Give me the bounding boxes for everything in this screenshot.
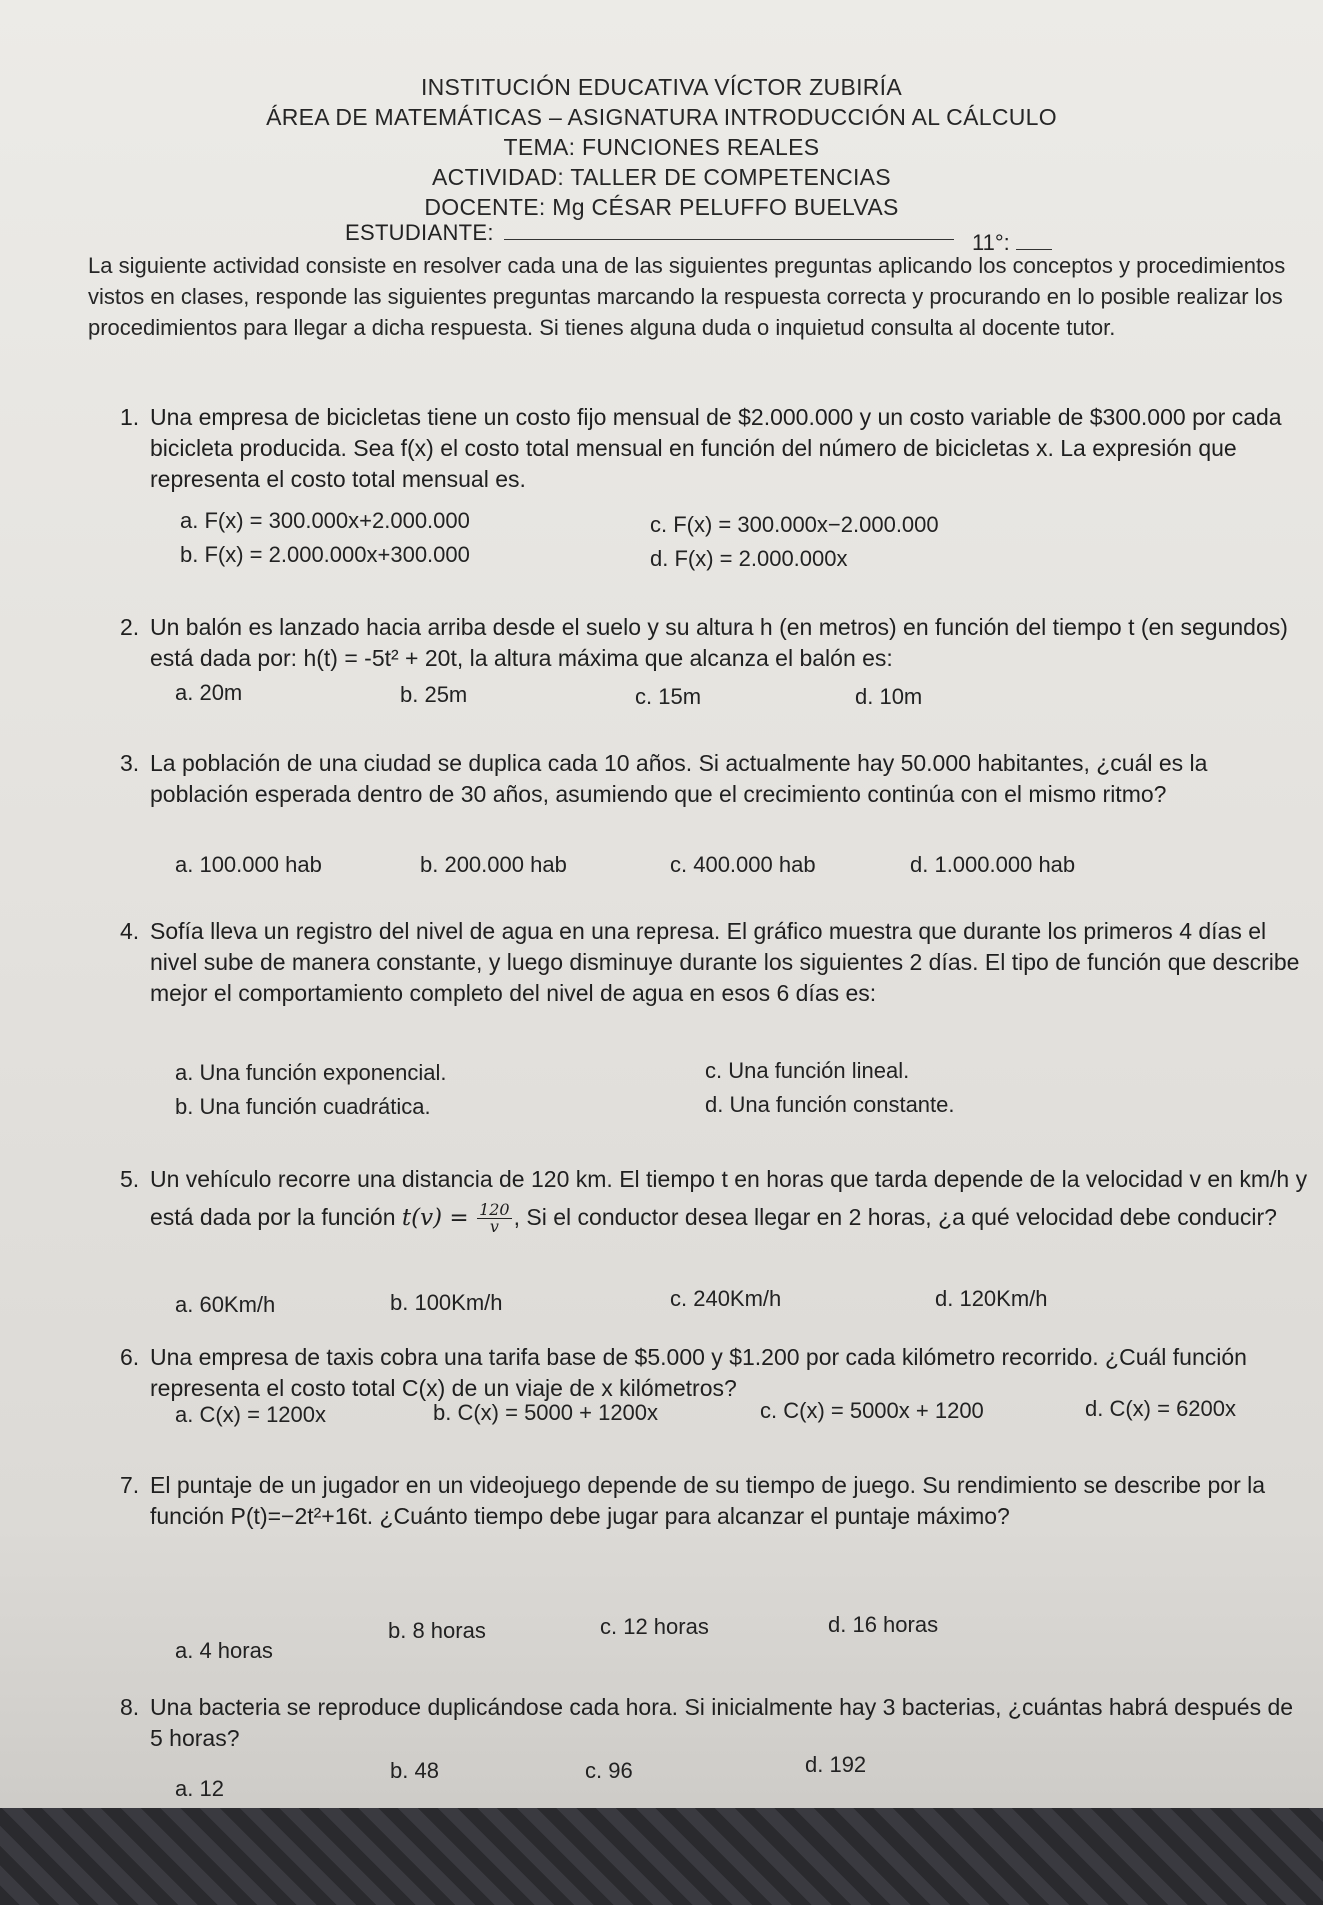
question-text: Una empresa de bicicletas tiene un costo fijo mensual de $2.000.000 y un costo variable de $300.000 por cada bicicleta producida. Sea f(x) el costo total mensual en función del número de bicicletas x. La expresión que representa el costo total mensual es. [150,404,1282,492]
institution-name: INSTITUCIÓN EDUCATIVA VÍCTOR ZUBIRÍA [420,74,903,100]
option-4b[interactable]: b. Una función cuadrática. [175,1094,431,1119]
question-number: 6. [120,1344,140,1370]
student-field[interactable] [345,220,954,246]
document-header [0,72,1323,222]
option-1d[interactable]: d. F(x) = 2.000.000x [650,546,848,571]
option-2b[interactable]: b. 25m [400,682,468,707]
student-label: ESTUDIANTE: [345,220,494,245]
option-6c[interactable]: c. C(x) = 5000x + 1200 [760,1398,984,1423]
option-1a[interactable]: a. F(x) = 300.000x+2.000.000 [180,508,470,533]
formula-denominator: v [489,1217,499,1237]
option-3b[interactable]: b. 200.000 hab [420,852,567,877]
option-1c[interactable]: c. F(x) = 300.000x−2.000.000 [650,512,939,537]
question-text: La población de una ciudad se duplica cada 10 años. Si actualmente hay 50.000 habitantes, ¿cuál es la población esperada dentro de 30 años, asumiendo que el crecimiento continúa con el mismo ritmo? [150,750,1208,807]
question-4 [120,916,1310,1009]
option-6a[interactable]: a. C(x) = 1200x [175,1402,327,1427]
option-8d[interactable]: d. 192 [805,1752,867,1777]
option-6b[interactable]: b. C(x) = 5000 + 1200x [433,1400,659,1425]
question-text: El puntaje de un jugador en un videojuego depende de su tiempo de juego. Su rendimiento se describe por la función P(t)=−2t²+16t. ¿Cuánto tiempo debe jugar para alcanzar el puntaje máximo? [150,1472,1266,1529]
topic: TEMA: FUNCIONES REALES [503,134,820,160]
instructions-paragraph: La siguiente actividad consiste en resolver cada una de las siguientes preguntas aplicando los conceptos y procedimientos vistos en clases, responde las siguientes preguntas marcando la respuesta correcta y procurando en lo posible realizar los procedimientos para llegar a dicha respuesta. Si tienes alguna duda o inquietud consulta al docente tutor. [88,253,1286,340]
option-8b[interactable]: b. 48 [390,1758,439,1783]
option-8a[interactable]: a. 12 [175,1776,224,1801]
option-4c[interactable]: c. Una función lineal. [705,1058,910,1083]
option-3d[interactable]: d. 1.000.000 hab [910,852,1076,877]
option-5c[interactable]: c. 240Km/h [670,1286,782,1311]
option-3c[interactable]: c. 400.000 hab [670,852,816,877]
question-8 [120,1692,1310,1754]
question-text: Un balón es lanzado hacia arriba desde el suelo y su altura h (en metros) en función del tiempo t (en segundos) está dada por: h(t) = -5t² + 20t, la altura máxima que alcanza el balón es: [150,614,1288,671]
grade-blank[interactable] [1016,233,1052,250]
question-text: Sofía lleva un registro del nivel de agua en una represa. El gráfico muestra que durante los primeros 4 días el nivel sube de manera constante, y luego disminuye durante los siguientes 2 días. El tipo de función que describe mejor el comportamiento completo del nivel de agua en esos 6 días es: [150,918,1300,1006]
option-2a[interactable]: a. 20m [175,680,243,705]
question-number: 8. [120,1694,140,1720]
formula-numerator: 120 [479,1200,510,1220]
option-6d[interactable]: d. C(x) = 6200x [1085,1396,1237,1421]
question-number: 7. [120,1472,140,1498]
question-number: 5. [120,1166,140,1192]
option-8c[interactable]: c. 96 [585,1758,633,1783]
teacher: DOCENTE: Mg CÉSAR PELUFFO BUELVAS [424,194,899,220]
question-number: 4. [120,918,140,944]
option-5d[interactable]: d. 120Km/h [935,1286,1048,1311]
question-text-before: Un vehículo recorre una distancia de 120 km. El tiempo t en horas que tarda depende de la velocidad v en km/h y está dada por la función [150,1166,1308,1230]
question-text: Una bacteria se reproduce duplicándose cada hora. Si inicialmente hay 3 bacterias, ¿cuántas habrá después de 5 horas? [150,1694,1294,1751]
option-2c[interactable]: c. 15m [635,684,702,709]
question-number: 1. [120,404,140,430]
option-7c[interactable]: c. 12 horas [600,1614,709,1639]
question-2 [120,612,1310,674]
question-number: 3. [120,750,140,776]
question-3 [120,748,1310,810]
question-1 [120,402,1310,495]
question-7 [120,1470,1310,1532]
subject-area: ÁREA DE MATEMÁTICAS – ASIGNATURA INTRODUCCIÓN AL CÁLCULO [266,104,1057,130]
option-7b[interactable]: b. 8 horas [388,1618,486,1643]
option-7d[interactable]: d. 16 horas [828,1612,939,1637]
option-3a[interactable]: a. 100.000 hab [175,852,322,877]
option-5b[interactable]: b. 100Km/h [390,1290,503,1315]
question-text: Una empresa de taxis cobra una tarifa base de $5.000 y $1.200 por cada kilómetro recorrido. ¿Cuál función representa el costo total C(x) de un viaje de x kilómetros? [150,1344,1247,1401]
formula-fraction [477,1202,512,1235]
activity: ACTIVIDAD: TALLER DE COMPETENCIAS [432,164,891,190]
option-5a[interactable]: a. 60Km/h [175,1292,276,1317]
question-5 [120,1160,1310,1237]
option-2d[interactable]: d. 10m [855,684,923,709]
question-6 [120,1342,1310,1404]
option-4d[interactable]: d. Una función constante. [705,1092,955,1117]
question-number: 2. [120,614,140,640]
question-text-after: , Si el conductor desea llegar en 2 horas, ¿a qué velocidad debe conducir? [513,1204,1277,1230]
formula-lhs: t(v) = [401,1205,469,1231]
option-7a[interactable]: a. 4 horas [175,1638,273,1663]
grade-label: 11°: [972,230,1010,255]
option-4a[interactable]: a. Una función exponencial. [175,1060,447,1085]
option-1b[interactable]: b. F(x) = 2.000.000x+300.000 [180,542,470,567]
student-name-blank[interactable] [504,223,954,240]
background-fabric [0,1808,1323,1905]
